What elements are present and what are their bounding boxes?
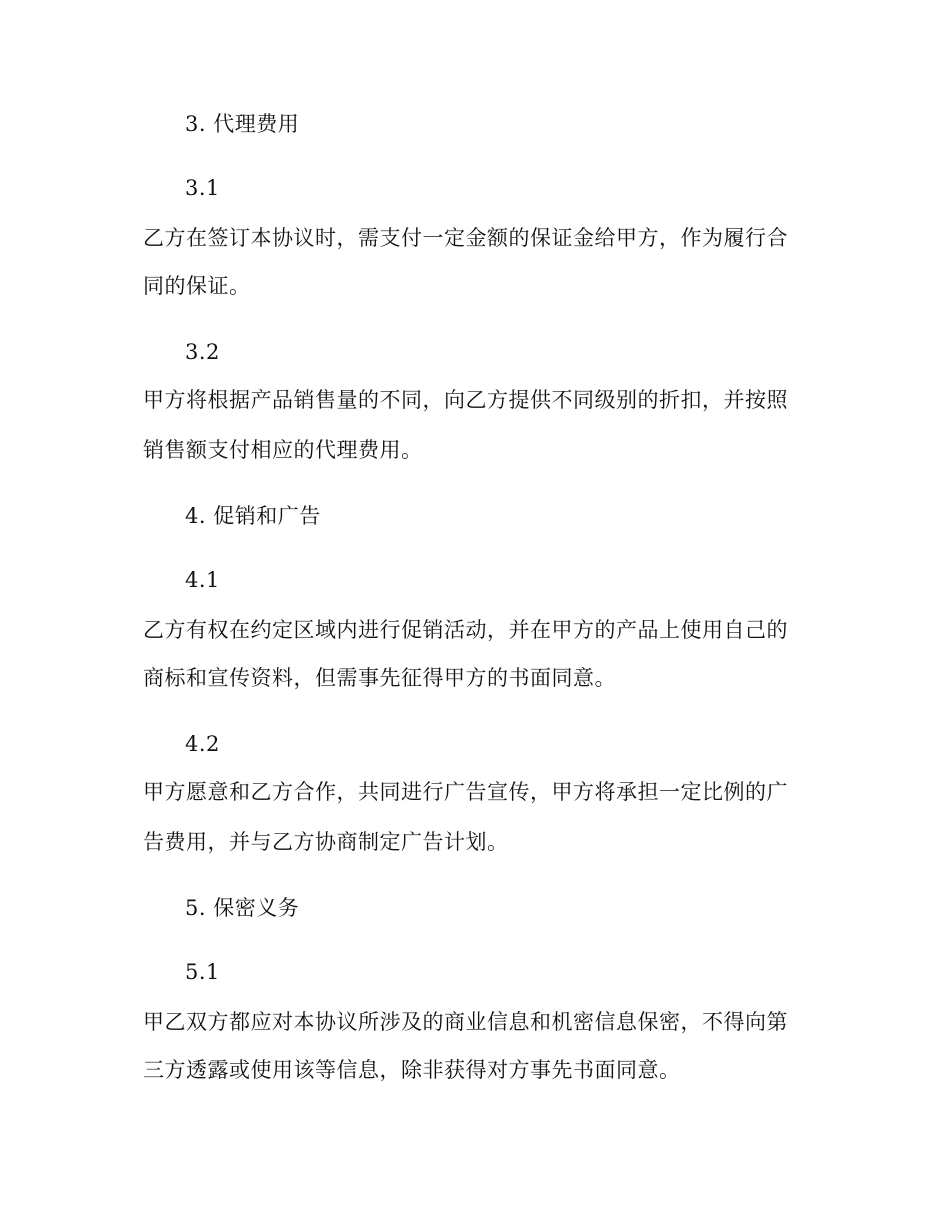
clause-text-line: 三方透露或使用该等信息，除非获得对方事先书面同意。 — [143, 1058, 681, 1082]
clause-number-3-2: 3.2 — [185, 340, 220, 364]
clause-number-4-2: 4.2 — [185, 732, 220, 756]
section-heading-4: 4. 促销和广告 — [185, 504, 321, 528]
clause-text-line: 甲乙双方都应对本协议所涉及的商业信息和机密信息保密，不得向第 — [143, 1010, 788, 1034]
section-heading-3: 3. 代理费用 — [185, 112, 300, 136]
clause-text-line: 销售额支付相应的代理费用。 — [143, 438, 423, 462]
clause-text-line: 乙方有权在约定区域内进行促销活动，并在甲方的产品上使用自己的 — [143, 618, 788, 642]
section-heading-5: 5. 保密义务 — [185, 896, 300, 920]
clause-text-line: 甲方将根据产品销售量的不同，向乙方提供不同级别的折扣，并按照 — [143, 388, 788, 412]
clause-text-line: 乙方在签订本协议时，需支付一定金额的保证金给甲方，作为履行合 — [143, 226, 788, 250]
clause-number-4-1: 4.1 — [185, 568, 220, 592]
clause-text-line: 同的保证。 — [143, 274, 251, 298]
clause-number-3-1: 3.1 — [185, 176, 220, 200]
clause-number-5-1: 5.1 — [185, 960, 220, 984]
clause-text-line: 告费用，并与乙方协商制定广告计划。 — [143, 830, 509, 854]
clause-text-line: 甲方愿意和乙方合作，共同进行广告宣传，甲方将承担一定比例的广 — [143, 780, 788, 804]
clause-text-line: 商标和宣传资料，但需事先征得甲方的书面同意。 — [143, 666, 616, 690]
